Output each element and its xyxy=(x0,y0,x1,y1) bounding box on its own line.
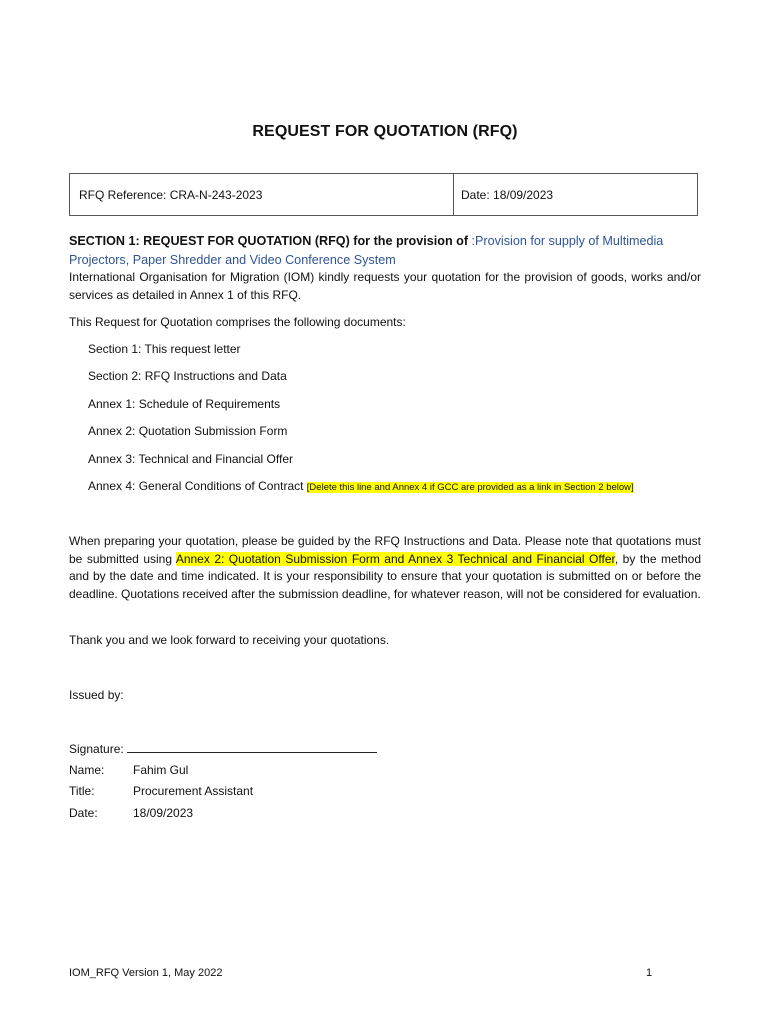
rfq-reference-cell: RFQ Reference: CRA-N-243-2023 xyxy=(70,174,454,215)
section-1-heading-provision: :Provision for supply of Multimedia Projectors, Paper Shredder and Video Conference System xyxy=(69,234,664,267)
document-list-item-label: Annex 4: General Conditions of Contract xyxy=(88,479,307,493)
name-label: Name: xyxy=(69,763,105,777)
footer-page-number: 1 xyxy=(646,967,653,979)
document-list-item-annex-4 xyxy=(88,479,634,493)
signature-label: Signature: xyxy=(69,742,128,756)
thanks-paragraph: Thank you and we look forward to receiving your quotations. xyxy=(69,633,390,647)
date-value: 18/09/2023 xyxy=(133,806,194,820)
date-cell: Date: 18/09/2023 xyxy=(461,187,554,202)
preparing-text-2: , by the method and by the date and time indicated. It is your responsibility to ensure that your quotation is submitted on or before the deadline. Quotations received after the submission deadline, for whatever reason, will not be considered for evaluation. xyxy=(69,551,701,601)
reference-table xyxy=(69,173,698,216)
title-label: Title: xyxy=(69,784,95,798)
document-list-item: Annex 3: Technical and Financial Offer xyxy=(88,452,294,466)
issued-by-label: Issued by: xyxy=(69,688,124,702)
signature-row xyxy=(69,741,377,756)
comprises-paragraph: This Request for Quotation comprises the following documents: xyxy=(69,315,406,329)
date-row xyxy=(69,806,193,820)
document-list-item: Annex 1: Schedule of Requirements xyxy=(88,397,281,411)
name-row xyxy=(69,763,188,777)
preparing-text-1: When preparing your quotation, please be guided by the RFQ Instructions and Data. Please note that quotations must be submitted using xyxy=(69,534,701,566)
annex-4-note: [Delete this line and Annex 4 if GCC are provided as a link in Section 2 below] xyxy=(306,482,634,493)
title-value: Procurement Assistant xyxy=(133,784,254,798)
preparing-paragraph xyxy=(69,533,701,603)
document-list-item: Annex 2: Quotation Submission Form xyxy=(88,424,288,438)
intro-paragraph: International Organisation for Migration (IOM) kindly requests your quotation for the provision of goods, works and/or services as detailed in Annex 1 of this RFQ. xyxy=(69,270,701,302)
section-1-heading xyxy=(69,232,701,270)
footer-version: IOM_RFQ Version 1, May 2022 xyxy=(69,967,223,979)
date-label: Date: xyxy=(69,806,98,820)
title-row xyxy=(69,784,253,798)
page-title: REQUEST FOR QUOTATION (RFQ) xyxy=(252,123,518,140)
signature-line xyxy=(127,741,377,753)
preparing-highlight: Annex 2: Quotation Submission Form and Annex 3 Technical and Financial Offer xyxy=(175,551,615,566)
name-value: Fahim Gul xyxy=(133,763,189,777)
document-list-item: Section 2: RFQ Instructions and Data xyxy=(88,369,287,383)
section-1-heading-bold: SECTION 1: REQUEST FOR QUOTATION (RFQ) for the provision of xyxy=(69,234,472,248)
document-list-item: Section 1: This request letter xyxy=(88,342,241,356)
